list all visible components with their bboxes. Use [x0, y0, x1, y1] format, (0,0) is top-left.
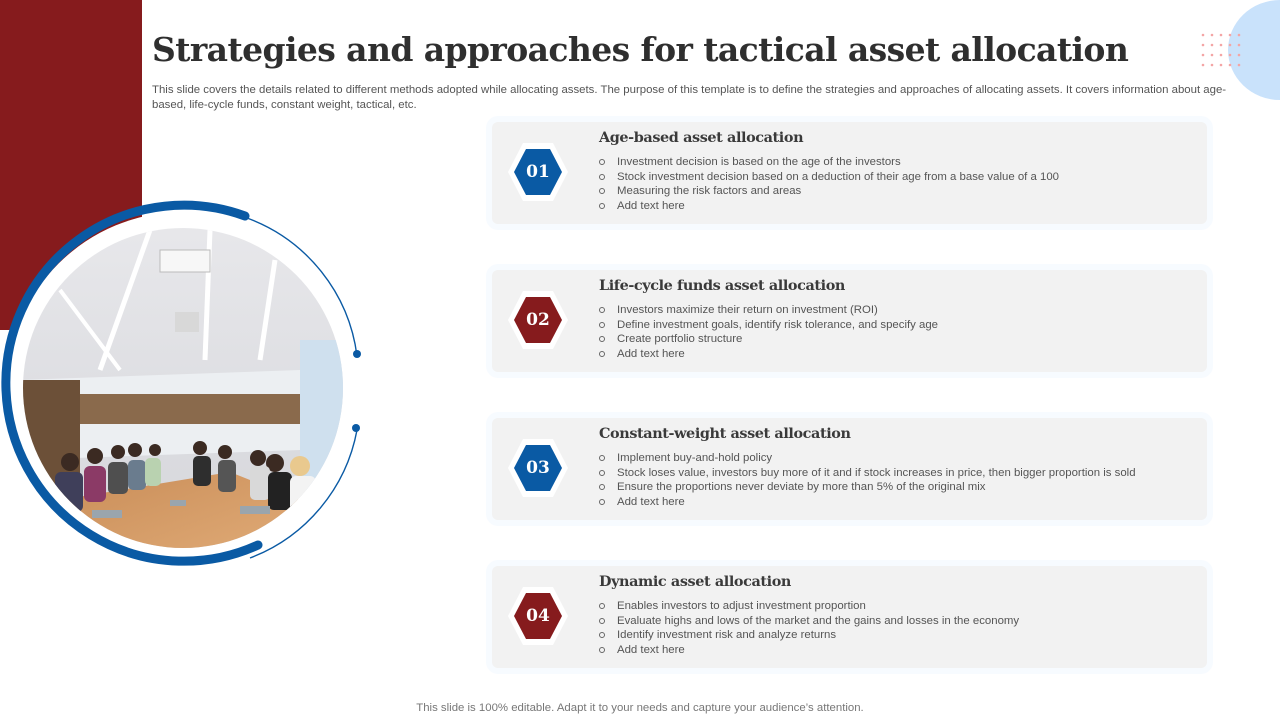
bullet-item: Enables investors to adjust investment proportion [599, 599, 1019, 614]
bullet-item: Measuring the risk factors and areas [599, 184, 1059, 199]
bullet-item: Stock investment decision based on a deduction of their age from a base value of a 100 [599, 170, 1059, 185]
dot-grid-decoration [1200, 32, 1248, 70]
bullet-item: Investors maximize their return on investment (ROI) [599, 303, 938, 318]
bullet-item: Investment decision is based on the age of the investors [599, 155, 1059, 170]
bullet-item: Implement buy-and-hold policy [599, 451, 1136, 466]
strategy-card [492, 122, 1207, 224]
bullet-item: Define investment goals, identify risk tolerance, and specify age [599, 318, 938, 333]
bullet-list [599, 599, 1019, 657]
strategy-card [492, 270, 1207, 372]
card-title: Dynamic asset allocation [599, 573, 791, 590]
card-number: 02 [526, 310, 550, 330]
bullet-item: Add text here [599, 495, 1136, 510]
card-number: 01 [526, 162, 550, 182]
card-number: 03 [526, 458, 550, 478]
bullet-item: Ensure the proportions never deviate by more than 5% of the original mix [599, 480, 1136, 495]
meeting-photo-frame [0, 200, 380, 580]
bullet-item: Add text here [599, 199, 1059, 214]
bullet-item: Stock loses value, investors buy more of it and if stock increases in price, then bigger proportion is sold [599, 466, 1136, 481]
strategy-card [492, 418, 1207, 520]
card-title: Life-cycle funds asset allocation [599, 277, 845, 294]
bullet-item: Add text here [599, 643, 1019, 658]
card-title: Constant-weight asset allocation [599, 425, 851, 442]
bullet-item: Add text here [599, 347, 938, 362]
card-title: Age-based asset allocation [599, 129, 804, 146]
bullet-item: Create portfolio structure [599, 332, 938, 347]
strategy-card [492, 566, 1207, 668]
card-number: 04 [526, 606, 550, 626]
bullet-list [599, 451, 1136, 509]
bullet-list [599, 155, 1059, 213]
bullet-item: Identify investment risk and analyze returns [599, 628, 1019, 643]
bullet-list [599, 303, 938, 361]
page-title: Strategies and approaches for tactical asset allocation [152, 30, 1129, 69]
footer-note: This slide is 100% editable. Adapt it to your needs and capture your audience’s attention. [416, 702, 864, 714]
bullet-item: Evaluate highs and lows of the market and the gains and losses in the economy [599, 614, 1019, 629]
meeting-room-photo [0, 200, 380, 580]
page-subtitle: This slide covers the details related to different methods adopted while allocating assets. The purpose of this template is to define the strategies and approaches of allocating assets. It covers information about age-based, life-cycle funds, constant weight, tactical, etc. [152, 84, 1227, 111]
